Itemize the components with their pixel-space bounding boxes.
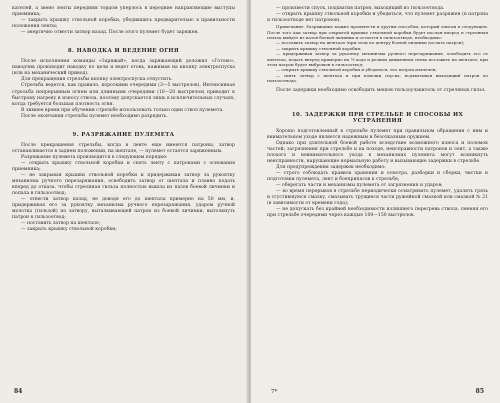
left-intro xyxy=(12,6,235,36)
paragraph: — не закрывая крышки ствольной коробки и придерживая затвор за рукоятку механизма ручного перезаряжания, освободить затвор от шептала и плавно подать вперед до отказа, чтобы стреляная гильза полностью вышла из пазов боевой личинки и попала в гильзоотвод; xyxy=(12,173,235,197)
paragraph: — закрыть крышку ствольной коробки, убедившись предварительно в правильности положения ленты; xyxy=(12,18,235,30)
right-page xyxy=(251,0,500,403)
paragraph: Хорошо подготовленный к стрельбе пулемет при правильном обращении с ним и внимательном уходе является надежным и безотказным оружием. xyxy=(267,128,488,140)
paragraph: Стрельба ведется, как правило, короткими очередями (3—5 выстрелов). Интенсивная стрельба непрерывным огнем или длинными очередями (10—20 выстрелов) приводит к быстрому нагреву и износу ствола, поэтому допускается лишь в исключительных случаях, когда требуется большая плотность огня. xyxy=(12,83,235,107)
paragraph: В зимнее время при обучении стрельбе использовать только один ствол пулемета. xyxy=(21,107,224,113)
paragraph: — оберегать части и механизмы пулемета от загрязнения и ударов; xyxy=(276,183,443,189)
paragraph: После окончания стрельбы пулемет необходимо разрядить. xyxy=(21,113,168,119)
section-8-heading: 8. НАВОДКА И ВЕДЕНИЕ ОГНЯ xyxy=(67,48,180,55)
section-9-heading: 9. РАЗРЯЖАНИЕ ПУЛЕМЕТА xyxy=(72,131,175,138)
note-paragraph: Примечание. Разряжание можно произвести и другим способом, который описан в следующем. После того как затвор при открытой крышке ствольной коробки будет послан вперед и стреляная гильза выйдет из пазов боевой личинки и остается в гильзоотводе, необходимо: xyxy=(267,24,488,40)
note-paragraph: — снять затвор с шептала и при помощи спуска, подхватывая выходящий патрон из гильзоотвода. xyxy=(267,72,488,84)
section-8-body xyxy=(12,59,235,119)
section-10-body xyxy=(267,129,488,220)
paragraph: — отвести затвор назад, не доводя его до шептала примерно на 50 мм, и, придерживая его за рукоятку механизма ручного перезаряжания, ударом ручной молотка (гильзой) по затвору, выталкивающей патрон из боевой личинки, вытолкнуть патрон в гильзоотвод; xyxy=(12,197,235,221)
paragraph: После прекращения стрельбы, когда в ленте еще имеются патроны, затвор останавливается в заднем положении, на шептале, — пулемет остается заряженным. xyxy=(12,142,235,154)
closing-paragraph: После задержки необходимо освободить мешок-гильзоулавитель от стреляных гильз. xyxy=(276,87,486,93)
paragraph: Для прекращения стрельбы кнопку электроспуска отпустить. xyxy=(21,77,173,83)
paragraph: — энергично отвести затвор назад. После этого пулемет будет заряжен. xyxy=(21,30,199,36)
paragraph: — поставить затвор на шептало; xyxy=(21,221,101,227)
paragraph: Для предупреждения задержек необходимо: xyxy=(276,165,386,171)
page-number-left: 84 xyxy=(14,387,23,395)
section-10-heading: 10. ЗАДЕРЖКИ ПРИ СТРЕЛЬБЕ И СПОСОБЫ ИХ УСТРАНЕНИЯ xyxy=(291,111,464,124)
right-intro xyxy=(267,6,488,24)
note-paragraph: — открыть крышку ствольной коробки и убедиться, что патрон извлечен; xyxy=(276,67,437,73)
paragraph: — открыть крышку ствольной коробки и снять ленту с патронами с основания приемника; xyxy=(12,160,235,172)
paragraph: — не допускать без крайней необходимости излишнего перегрева ствола, сменяя его при стрельбе очередями через каждые 100—150 выстрелов. xyxy=(267,207,488,219)
note-block xyxy=(267,24,488,83)
note-paragraph: — придерживая затвор за рукоятку механизма ручного перезаряжания, освободить его от шептала, подать вперед примерно на ¹⁄₃ хода и резким движением снова поставить на шептало; при этом патрон будет выброшен в гильзоотвод; xyxy=(267,51,488,67)
section-9-body xyxy=(12,143,235,234)
left-page xyxy=(0,0,249,403)
paragraph: кателей, а звено ленты передним торцом уперлось в передние направляющие выступы приемника; xyxy=(12,6,235,18)
printer-signature: 7* xyxy=(271,388,278,395)
paragraph: После исполнения команды «Заряжай», когда заряжающий доложил «Готово», наводчик производит наводку по цели и ведет огонь, нажимая на кнопку электроспуска (или на механический привод). xyxy=(12,59,235,77)
paragraph: — во время перерывов в стрельбе периодически осматривать пулемет, удалять грязь и сгустившуюся смазку, смазывать трущиеся части ружейной смазкой или смазкой № 21 (в зависимости от времени года); xyxy=(267,189,488,207)
paragraph: Однако при длительной боевой работе вследствие возможного износа и поломок частей; загрязнения при стрельбе и на походе, неисправности патронов и лент, а также плохого и невнимательного ухода в механизмах пулемета могут возникнуть неисправности, нарушающие нормальную работу и вызывающие задержки в стрельбе. xyxy=(267,140,488,164)
page-number-right: 85 xyxy=(475,387,484,395)
paragraph: — закрыть крышку ствольной коробки; xyxy=(21,227,117,233)
note-paragraph: — закрыть крышку ствольной коробки; xyxy=(276,45,362,51)
paragraph: Разряжание пулемета производится в следующем порядке: xyxy=(21,154,168,160)
paragraph: — открыть крышку ствольной коробки и убедиться, что пулемет разряжен (в патрона и гильзоотводе нет патронов). xyxy=(267,12,488,24)
note-paragraph: — поставить затвор на шептало (при этом по центру боевой личинки дослать патрон); xyxy=(276,40,465,46)
paragraph: — строго соблюдать правила хранения и осмотра, разборки и сборки, чистки и подготовки пулемета, лент и боеприпасов к стрельбе; xyxy=(267,171,488,183)
paragraph: — произвести спуск, подхватив патрон, выходящий из гильзоотвода. xyxy=(276,6,445,11)
